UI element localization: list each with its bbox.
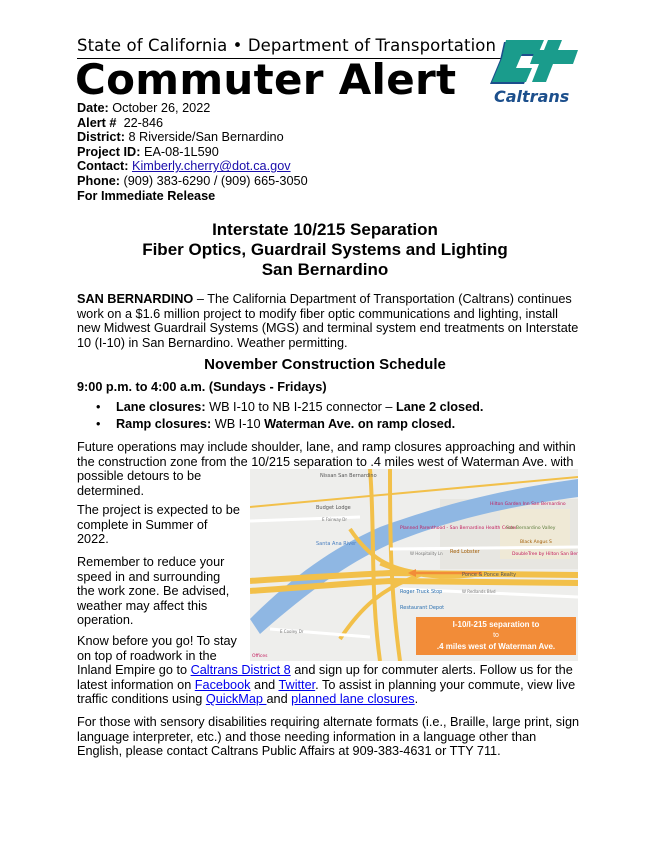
future-line: the construction zone from the 10/215 separation to .4 miles west of Waterman Ave. with (77, 454, 574, 469)
map-label: E Cooley Dr (280, 629, 304, 634)
alert-meta (77, 101, 308, 203)
callout-line: .4 miles west of Waterman Ave. (436, 642, 556, 651)
accessibility-line: For those with sensory disabilities requiring alternate formats (i.e., Braille, large print, sign (77, 715, 580, 729)
project-label: Project ID: (77, 144, 141, 159)
map-label: Budget Lodge (316, 505, 351, 511)
know-text: . (414, 692, 419, 707)
map-label: W Redlands Blvd (462, 589, 496, 594)
closure-list (77, 400, 483, 434)
map-label: Hilton Garden Inn San Bernardino (490, 502, 566, 507)
map-label: San Bernardino Valley (506, 526, 556, 531)
completion-paragraph (77, 503, 245, 547)
future-line: Future operations may include shoulder, lane, and ramp closures approaching and within (77, 440, 576, 454)
headline-line-1: Interstate 10/215 Separation (212, 220, 438, 239)
list-item (77, 417, 483, 432)
map-label: Red Lobster (450, 549, 480, 555)
map-label: Restaurant Depot (400, 605, 445, 611)
accessibility-line: English, please contact Caltrans Public Affairs at 909-383-4631 or TTY 711. (77, 744, 501, 759)
facebook-link[interactable]: Facebook (194, 677, 251, 692)
project-headline (0, 220, 650, 280)
reminder-line: the work zone. Be advised, (77, 584, 230, 599)
closure-detail: Waterman Ave. on ramp closed. (264, 417, 456, 431)
release-label: For Immediate Release (77, 188, 216, 203)
callout-line: to (493, 632, 499, 639)
phone-value: (909) 383-6290 / (909) 665-3050 (123, 173, 308, 188)
completion-line: The project is expected to be (77, 503, 240, 517)
headline-line-3: San Bernardino (261, 260, 389, 279)
know-text: latest information on (77, 677, 195, 692)
quickmap-link[interactable]: QuickMap (205, 692, 267, 707)
district-label: District: (77, 130, 125, 145)
closure-detail: Lane 2 closed. (395, 400, 484, 414)
closure-label: Ramp closures: (116, 417, 212, 431)
list-item (77, 400, 483, 415)
phone-label: Phone: (77, 173, 120, 188)
future-line: possible detours to be (77, 469, 202, 484)
callout-line: I-10/I-215 separation to (452, 620, 540, 629)
map-label: DoubleTree by Hilton San Ber (512, 552, 578, 557)
district-8-link[interactable]: Caltrans District 8 (190, 663, 291, 677)
map-label: E Fairway Dr (322, 517, 348, 522)
date-value: October 26, 2022 (112, 101, 211, 115)
district-value: 8 Riverside/San Bernardino (128, 130, 284, 145)
date-row (77, 101, 308, 116)
reminder-paragraph (77, 555, 245, 628)
release-row (77, 189, 308, 204)
map-label: Roger Truck Stop (400, 589, 443, 595)
closure-text: WB I-10 (211, 417, 265, 431)
future-line: determined. (77, 483, 144, 498)
reminder-line: speed in and surrounding (77, 569, 221, 584)
phone-row (77, 174, 308, 189)
accessibility-line: language interpreter, etc.) and those needing information in a language other than (77, 729, 537, 744)
map-callout (416, 617, 576, 655)
reminder-line: operation. (77, 613, 134, 628)
map-label: Offices (252, 654, 268, 659)
know-line: on top of roadwork in the (77, 648, 217, 663)
know-text: and (266, 692, 292, 707)
schedule-time: 9:00 p.m. to 4:00 a.m. (Sundays - Fridays) (77, 380, 327, 394)
project-map (250, 469, 578, 661)
headline-line-2: Fiber Optics, Guardrail Systems and Lighting (142, 240, 508, 259)
know-line (77, 663, 582, 678)
know-paragraph-end (77, 663, 582, 707)
know-text: and sign up for commuter alerts. Follow us for the (290, 663, 573, 677)
caltrans-logo-icon (490, 40, 578, 84)
project-row (77, 145, 308, 160)
know-paragraph-start (77, 634, 245, 663)
contact-email-link[interactable]: Kimberly.cherry@dot.ca.gov (131, 159, 291, 174)
agency-name: State of California • Department of Transportation (77, 36, 497, 55)
reminder-line: Remember to reduce your (77, 555, 225, 569)
alert-label: Alert # (77, 115, 117, 130)
intro-text: – The California Department of Transportation (Caltrans) continues work on a $1.6 million project to modify fiber optic communications and lighting, install new Midwest Guardrail Systems (MGS) and terminal system end treatments on Interstate 10 (I-10) in San Bernardino. Weather permitting. (77, 292, 579, 350)
map-label: Santa Ana River (316, 541, 357, 547)
caltrans-logo-text: Caltrans (494, 87, 570, 106)
page-title: Commuter Alert (75, 55, 457, 104)
completion-line: complete in Summer of (77, 517, 208, 532)
closure-text: WB I-10 to NB I-215 connector – (205, 400, 396, 414)
map-label: Ponce & Ponce Realty (462, 572, 517, 578)
map-label: Planned Parenthood - San Bernardino Health Center (400, 526, 517, 531)
know-line: Know before you go! To stay (77, 634, 237, 648)
twitter-link[interactable]: Twitter (278, 677, 316, 692)
accessibility-paragraph (77, 715, 582, 759)
planned-closures-link[interactable]: planned lane closures (291, 692, 415, 707)
alert-value: 22-846 (123, 115, 164, 130)
date-label: Date: (77, 101, 109, 115)
closure-label: Lane closures: (116, 400, 206, 414)
contact-row (77, 159, 308, 174)
caltrans-logo (490, 38, 582, 108)
know-text: and (250, 677, 279, 692)
map-label: Black Angus S (520, 540, 552, 545)
intro-paragraph (77, 292, 579, 350)
completion-line: 2022. (77, 532, 109, 547)
schedule-title: November Construction Schedule (204, 356, 446, 373)
know-text: . To assist in planning your commute, view live (315, 677, 576, 692)
alert-row (77, 116, 308, 131)
know-text: Inland Empire go to (77, 663, 191, 677)
reminder-line: weather may affect this (77, 598, 208, 613)
district-row (77, 130, 308, 145)
contact-label: Contact: (77, 159, 129, 174)
know-line (77, 678, 582, 693)
map-label: Nissan San Bernardino (320, 473, 377, 479)
project-value: EA-08-1L590 (143, 144, 219, 159)
dateline: SAN BERNARDINO (77, 292, 194, 306)
know-text: traffic conditions using (77, 692, 206, 707)
map-label: W Hospitality Ln (410, 551, 443, 556)
know-line (77, 692, 582, 707)
